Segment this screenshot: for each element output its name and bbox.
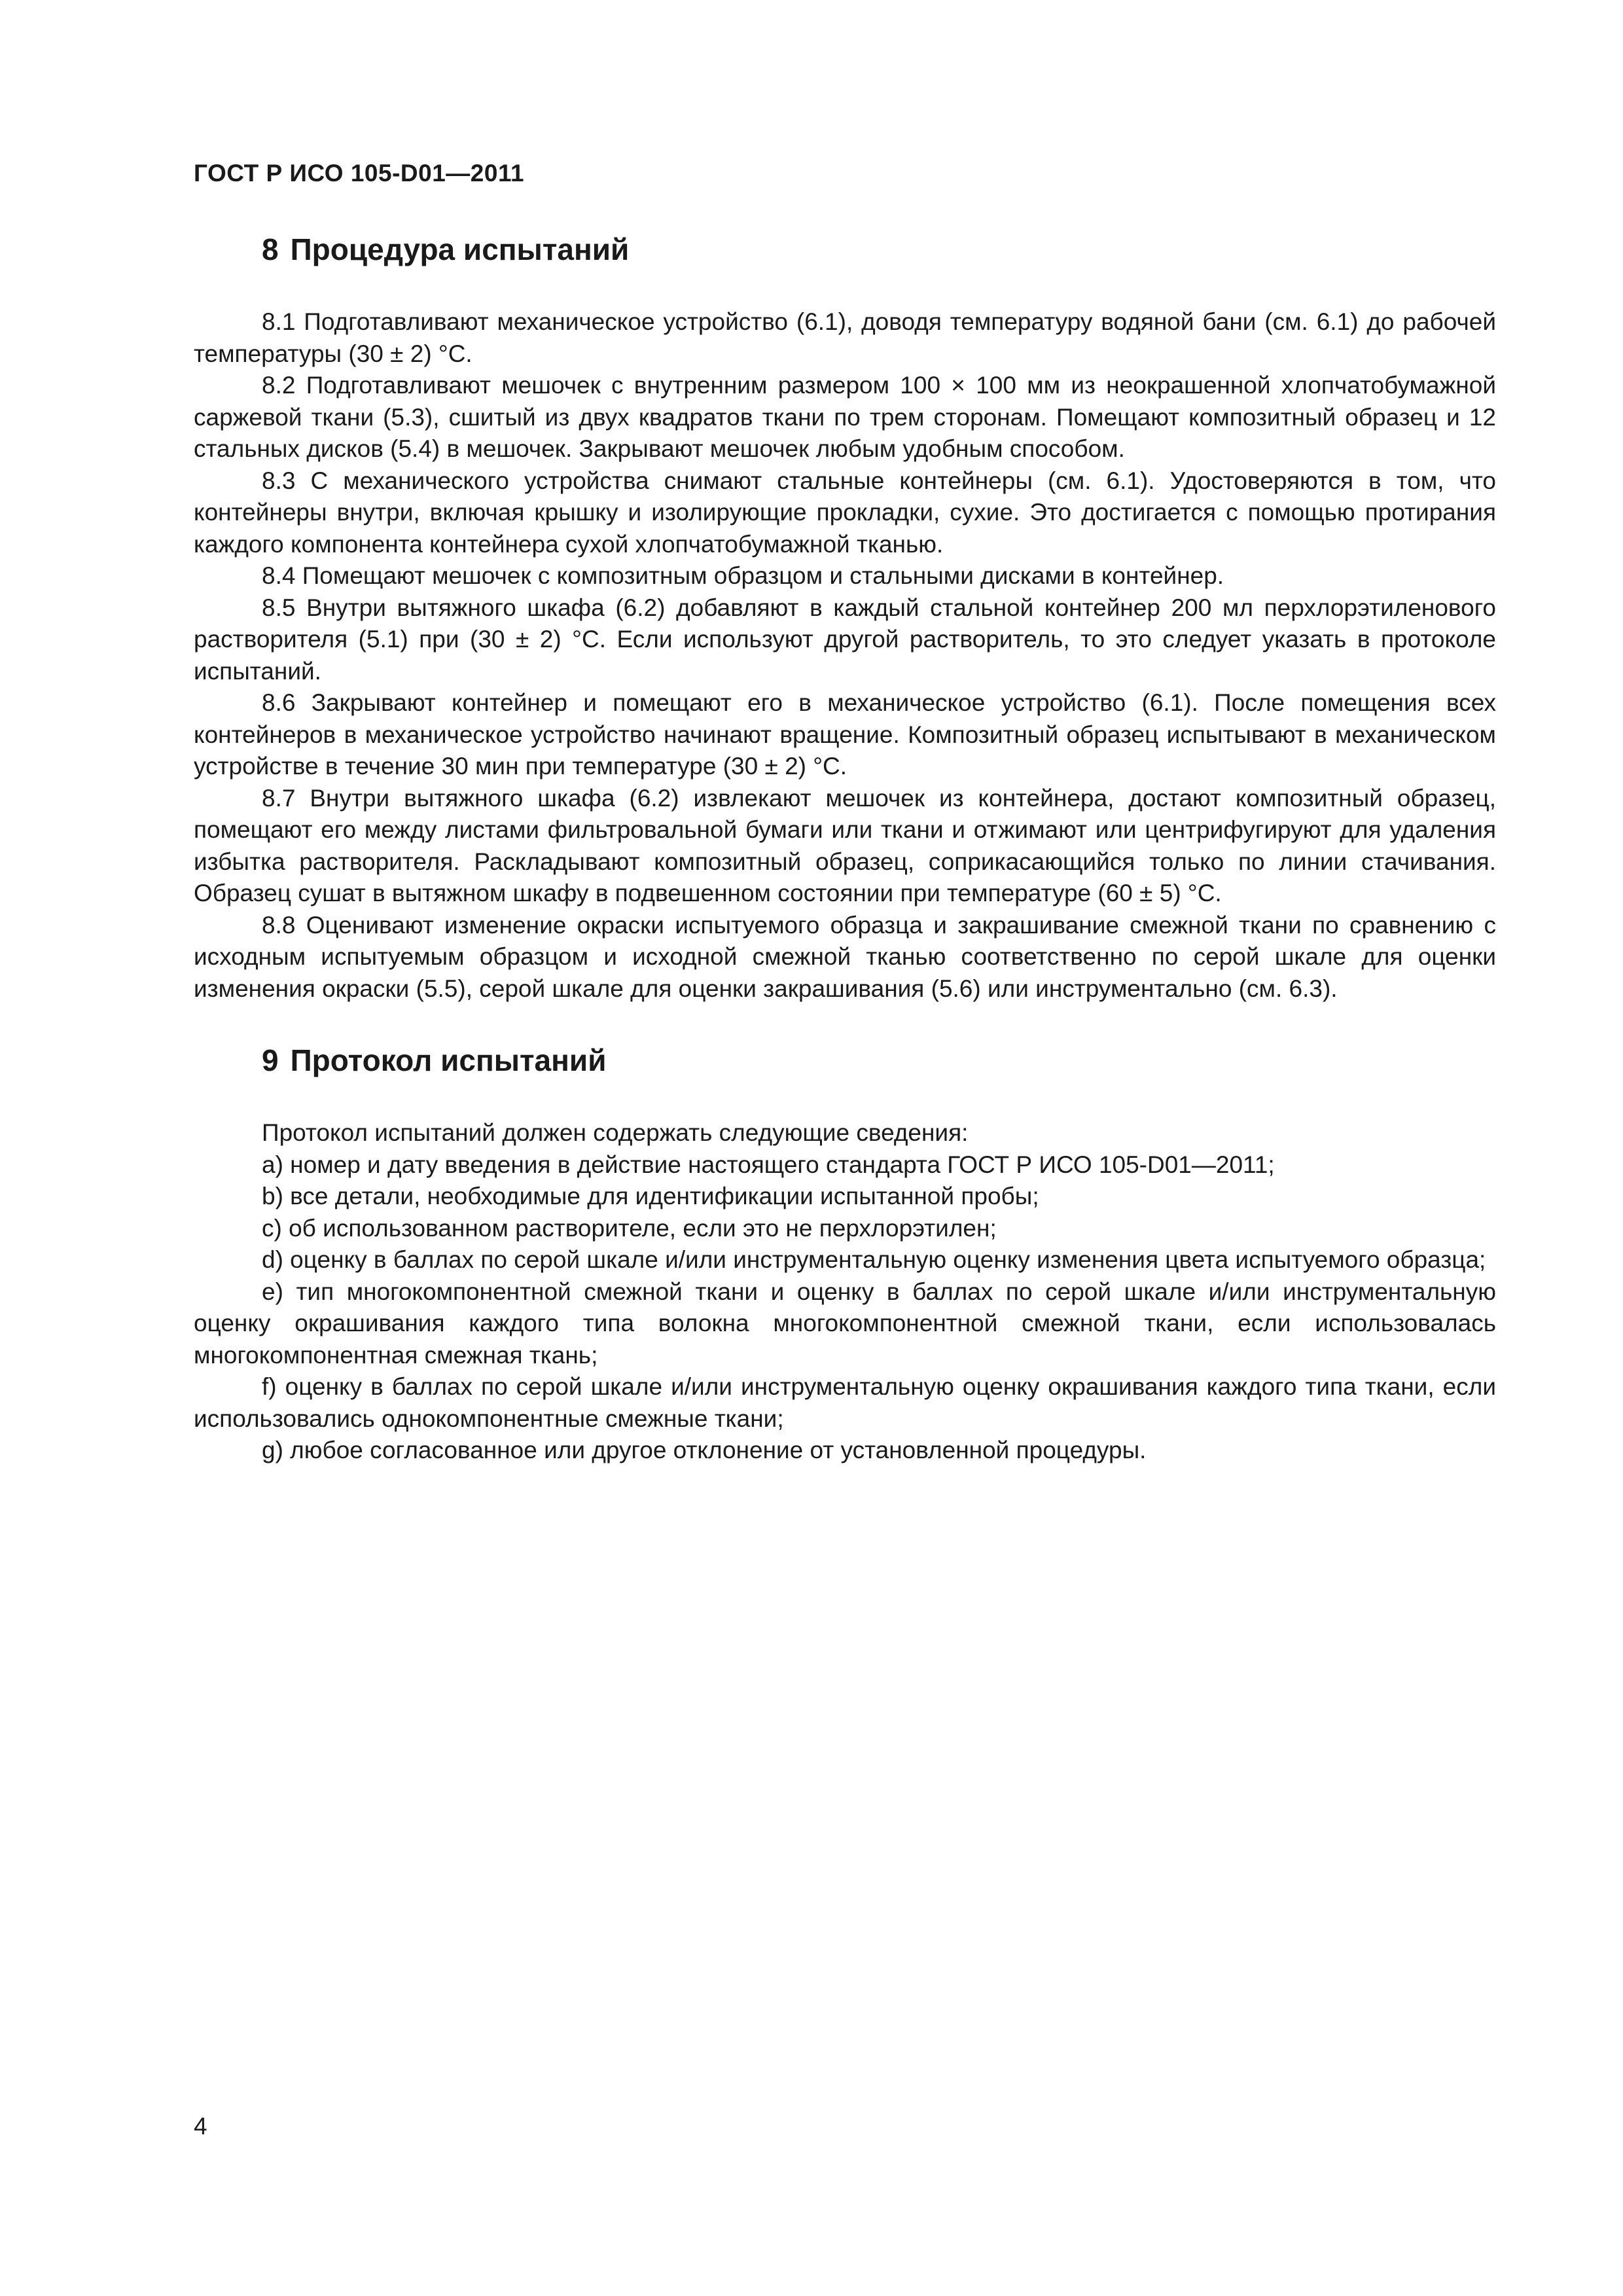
- report-item-d: d) оценку в баллах по серой шкале и/или инструментальную оценку изменения цвета испытуемого образца;: [262, 1246, 1486, 1273]
- section-8: [194, 223, 1496, 1005]
- report-intro: Протокол испытаний должен содержать следующие сведения:: [262, 1119, 969, 1146]
- section-9-heading: [262, 1033, 1496, 1087]
- page-number: 4: [194, 2113, 207, 2140]
- section-9-title: Протокол испытаний: [290, 1043, 607, 1077]
- report-item-f: f) оценку в баллах по серой шкале и/или инструментальную оценку окрашивания каждого типа ткани, если использовались однокомпонентные смежные ткани;: [194, 1373, 1496, 1432]
- document-code-header: ГОСТ Р ИСО 105-D01—2011: [194, 160, 525, 187]
- paragraph-8-3: 8.3 С механического устройства снимают стальные контейнеры (см. 6.1). Удостоверяются в том, что контейнеры внутри, включая крышку и изолирующие прокладки, сухие. Это достигается с помощью протирания каждого компонента контейнера сухой хлопчатобумажной тканью.: [194, 467, 1496, 558]
- paragraph-8-4: 8.4 Помещают мешочек с композитным образцом и стальными дисками в контейнер.: [262, 562, 1224, 589]
- section-8-title: Процедура испытаний: [290, 232, 630, 266]
- paragraph-8-1: 8.1 Подготавливают механическое устройство (6.1), доводя температуру водяной бани (см. 6.1) до рабочей температуры (30 ± 2) °С.: [194, 308, 1496, 367]
- report-item-b: b) все детали, необходимые для идентификации испытанной пробы;: [262, 1183, 1039, 1210]
- section-8-heading: [262, 223, 1496, 276]
- section-9-number: 9: [262, 1043, 279, 1077]
- paragraph-8-5: 8.5 Внутри вытяжного шкафа (6.2) добавляют в каждый стальной контейнер 200 мл перхлорэтиленового растворителя (5.1) при (30 ± 2) °С. Если используют другой растворитель, то это следует указать в протоколе испытаний.: [194, 594, 1496, 685]
- report-item-g: g) любое согласованное или другое отклонение от установленной процедуры.: [262, 1437, 1147, 1463]
- paragraph-8-7: 8.7 Внутри вытяжного шкафа (6.2) извлекают мешочек из контейнера, достают композитный образец, помещают его между листами фильтровальной бумаги или ткани и отжимают или центрифугируют для удаления избытка растворителя. Раскладывают композитный образец, соприкасающийся только по линии стачивания. Образец сушат в вытяжном шкафу в подвешенном состоянии при температуре (60 ± 5) °С.: [194, 784, 1496, 906]
- report-item-e: e) тип многокомпонентной смежной ткани и оценку в баллах по серой шкале и/или инструментальную оценку окрашивания каждого типа волокна многокомпонентной смежной ткани, если использовалась многокомпонентная смежная ткань;: [194, 1278, 1496, 1369]
- report-item-c: c) об использованном растворителе, если это не перхлорэтилен;: [262, 1214, 997, 1242]
- paragraph-8-6: 8.6 Закрывают контейнер и помещают его в механическое устройство (6.1). После помещения всех контейнеров в механическое устройство начинают вращение. Композитный образец испытывают в механическом устройстве в течение 30 мин при температуре (30 ± 2) °С.: [194, 689, 1496, 780]
- section-8-number: 8: [262, 232, 279, 266]
- report-item-a: a) номер и дату введения в действие настоящего стандарта ГОСТ Р ИСО 105-D01—2011;: [262, 1151, 1275, 1178]
- paragraph-8-8: 8.8 Оценивают изменение окраски испытуемого образца и закрашивание смежной ткани по сравнению с исходным испытуемым образцом и исходной смежной тканью соответственно по серой шкале для оценки изменения окраски (5.5), серой шкале для оценки закрашивания (5.6) или инструментально (см. 6.3).: [194, 911, 1496, 1002]
- section-9: [194, 1033, 1496, 1467]
- page-content: [194, 223, 1496, 1496]
- paragraph-8-2: 8.2 Подготавливают мешочек с внутренним размером 100 × 100 мм из неокрашенной хлопчатобумажной саржевой ткани (5.3), сшитый из двух квадратов ткани по трем сторонам. Помещают композитный образец и 12 стальных дисков (5.4) в мешочек. Закрывают мешочек любым удобным способом.: [194, 372, 1496, 462]
